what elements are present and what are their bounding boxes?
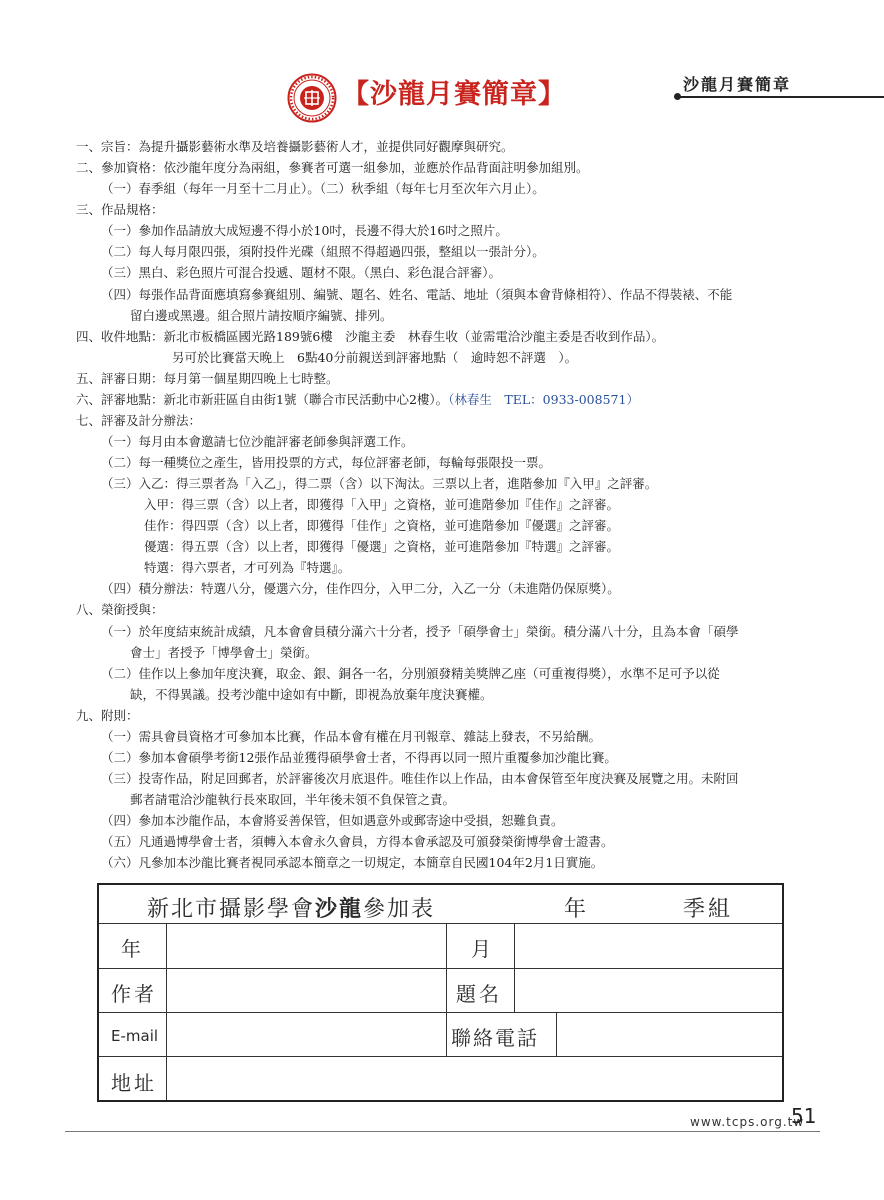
year-field[interactable] xyxy=(167,927,445,967)
rule-line: 另可於比賽當天晚上 6點40分前親送到評審地點（ 逾時恕不評選 ）。 xyxy=(172,350,578,365)
title-field[interactable] xyxy=(515,971,782,1011)
form-label-phone: 聯絡電話 xyxy=(451,1026,539,1050)
rule-line: （三）黑白、彩色照片可混合投遞、題材不限。（黑白、彩色混合評審）。 xyxy=(101,265,502,280)
rule-line: 八、榮銜授與： xyxy=(76,602,164,617)
author-field[interactable] xyxy=(167,971,445,1011)
form-rule xyxy=(99,968,782,969)
form-label-address: 地址 xyxy=(111,1071,157,1095)
rule-line: 四、收件地點：新北市板橋區國光路189號6樓 沙龍主委 林春生收（並需電洽沙龍主委是否收到作品）。 xyxy=(76,329,665,344)
rule-line: 佳作：得四票（含）以上者，即獲得「佳作」之資格，並可進階參加『優選』之評審。 xyxy=(144,518,620,533)
rule-line: 一、宗旨：為提升攝影藝術水準及培養攝影藝術人才，並提供同好觀摩與研究。 xyxy=(76,139,514,154)
form-label-month: 月 xyxy=(471,937,494,961)
rule-line: （三）入乙：得三票者為「入乙」，得二票（含）以下淘汰。三票以上者，進階參加『入甲』之評審。 xyxy=(101,476,658,491)
rule-line: 七、評審及計分辦法： xyxy=(76,413,202,428)
form-year-label: 年 xyxy=(564,897,590,922)
rule-line: （二）每一種獎位之產生，皆用投票的方式，每位評審老師，每輪每張限投一票。 xyxy=(101,455,552,470)
entry-form xyxy=(97,883,784,1102)
rule-line: （五）凡通過博學會士者，須轉入本會永久會員，方得本會承認及可頒發榮銜博學會士證書。 xyxy=(101,834,614,849)
rule-line: 優選：得五票（含）以上者，即獲得「優選」之資格，並可進階參加『特選』之評審。 xyxy=(144,539,620,554)
rule-line: 入甲：得三票（含）以上者，即獲得「入甲」之資格，並可進階參加『佳作』之評審。 xyxy=(144,497,620,512)
page-title: 【沙龍月賽簡章】 xyxy=(342,79,566,110)
rule-line: （四）參加本沙龍作品，本會將妥善保管，但如遇意外或郵寄途中受損，恕難負責。 xyxy=(101,813,564,828)
contact-info: （林春生 TEL：0933-008571） xyxy=(448,392,639,407)
rule-line: 三、作品規格： xyxy=(76,202,164,217)
month-field[interactable] xyxy=(515,927,782,967)
rule-line: （一）每月由本會邀請七位沙龍評審老師參與評選工作。 xyxy=(101,434,414,449)
rule-line: （一）於年度結束統計成績，凡本會會員積分滿六十分者，授予「碩學會士」榮銜。積分滿八十分，且為本會「碩學 xyxy=(101,624,739,639)
society-seal-icon xyxy=(287,73,337,123)
rule-line: （一）需具會員資格才可參加本比賽，作品本會有權在月刊報章、雜誌上發表，不另給酬。 xyxy=(101,729,602,744)
phone-field[interactable] xyxy=(557,1015,782,1055)
venue-text: 六、評審地點：新北市新莊區自由街1號（聯合市民活動中心2樓）。 xyxy=(76,392,449,407)
rule-line: （六）凡參加本沙龍比賽者視同承認本簡章之一切規定，本簡章自民國104年2月1日實施。 xyxy=(101,855,604,870)
rule-line: （一）參加作品請放大成短邊不得小於10吋，長邊不得大於16吋之照片。 xyxy=(101,223,508,238)
rule-line: 郵者請電洽沙龍執行長來取回，半年後未領不負保管之責。 xyxy=(130,792,456,807)
form-label-title: 題名 xyxy=(456,982,502,1006)
rule-line: 缺，不得異議。投考沙龍中途如有中斷，即視為放棄年度決賽權。 xyxy=(130,687,493,702)
footer-rule xyxy=(65,1131,820,1132)
rule-line: 會士」者授予「博學會士」榮銜。 xyxy=(130,645,318,660)
email-field[interactable] xyxy=(167,1015,445,1055)
footer-url: www.tcps.org.tw xyxy=(690,1115,805,1129)
running-head-rule xyxy=(678,96,884,98)
rule-line: 五、評審日期：每月第一個星期四晚上七時整。 xyxy=(76,371,339,386)
form-group-label: 季組 xyxy=(683,897,734,922)
form-label-email: E-mail xyxy=(111,1027,159,1045)
form-rule xyxy=(99,1056,782,1057)
form-rule xyxy=(99,1012,782,1013)
rule-line: （四）積分辦法：特選八分，優選六分，佳作四分，入甲二分，入乙一分（未進階仍保原獎）。 xyxy=(101,581,620,596)
rule-line: （一）春季組（每年一月至十二月止）。（二）秋季組（每年七月至次年六月止）。 xyxy=(101,181,545,196)
rule-line: （四）每張作品背面應填寫參賽組別、編號、題名、姓名、電話、地址（須與本會背條相符）、作品不得裝裱、不能 xyxy=(101,287,733,302)
rule-line: （三）投寄作品，附足回郵者，於評審後次月底退件。唯佳作以上作品，由本會保管至年度決賽及展覽之用。未附回 xyxy=(101,771,739,786)
form-rule xyxy=(99,923,782,924)
rule-line: 特選：得六票者，才可列為『特選』。 xyxy=(144,560,351,575)
rule-line: （二）參加本會碩學考銜12張作品並獲得碩學會士者，不得再以同一照片重覆參加沙龍比賽。 xyxy=(101,750,617,765)
page-number: 51 xyxy=(791,1104,817,1128)
rule-line xyxy=(76,390,639,410)
form-title: 新北市攝影學會沙龍參加表 xyxy=(147,897,436,922)
rule-line: 留白邊或黑邊。組合照片請按順序編號、排列。 xyxy=(130,308,393,323)
rule-line: 九、附則： xyxy=(76,708,139,723)
form-divider xyxy=(446,923,447,1012)
form-label-year: 年 xyxy=(121,937,144,961)
form-label-author: 作者 xyxy=(111,982,157,1006)
rule-line: （二）佳作以上參加年度決賽，取金、銀、銅各一名，分別頒發精美獎牌乙座（可重複得獎），水準不足可予以從 xyxy=(101,666,720,681)
rule-line: 二、參加資格：依沙龍年度分為兩組，參賽者可選一組參加，並應於作品背面註明參加組別。 xyxy=(76,160,589,175)
address-field[interactable] xyxy=(167,1059,782,1099)
form-divider xyxy=(446,1012,447,1056)
rule-line: （二）每人每月限四張，須附投件光碟（組照不得超過四張，整組以一張計分）。 xyxy=(101,244,545,259)
running-head: 沙龍月賽簡章 xyxy=(683,75,792,94)
